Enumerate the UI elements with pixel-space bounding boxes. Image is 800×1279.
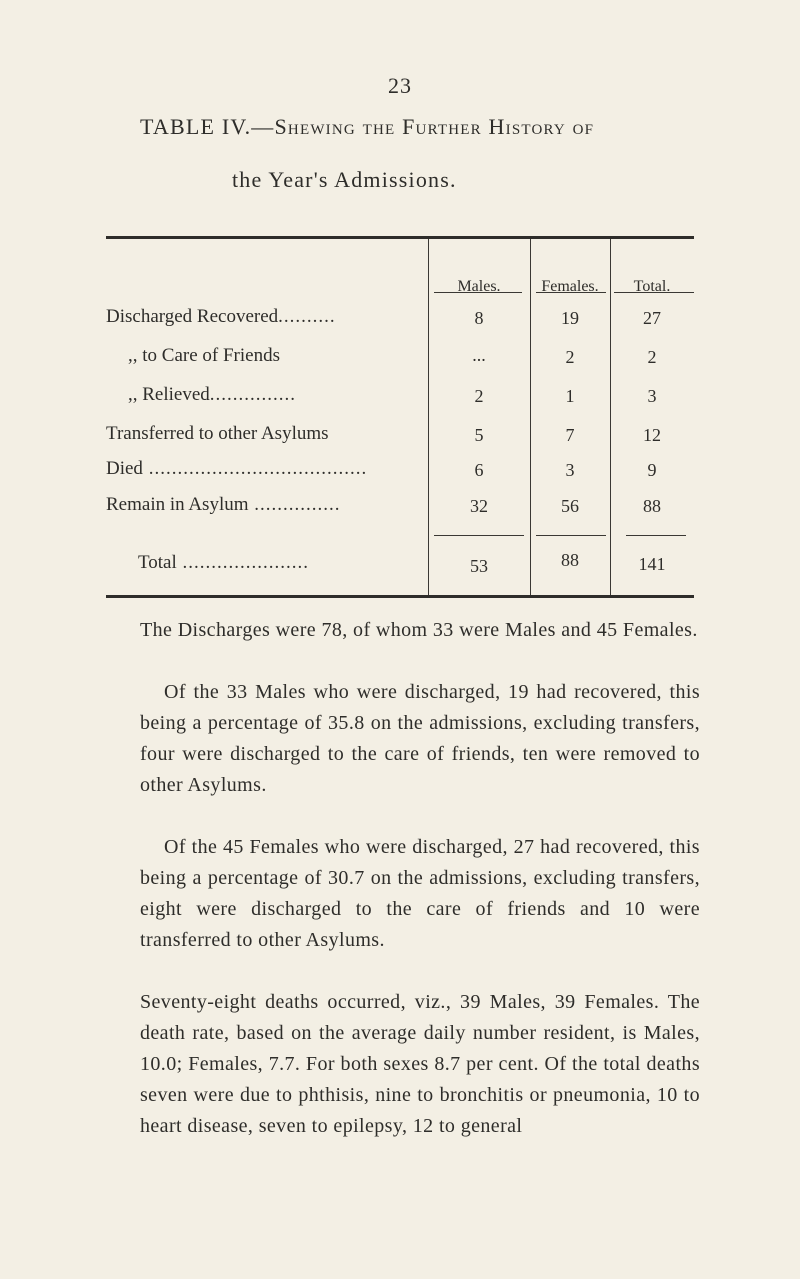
total-rule-females xyxy=(536,535,606,536)
table-title-number: TABLE IV. xyxy=(140,114,252,139)
row-label: Total xyxy=(138,552,177,573)
row-leader-dots: ...................................... xyxy=(142,458,368,479)
header-females: Females. xyxy=(541,278,599,295)
cell-males: 8 xyxy=(474,308,484,328)
row-leader-dots: .......... xyxy=(278,306,336,327)
header-total: Total. xyxy=(633,278,671,295)
cell-females: 88 xyxy=(561,550,579,570)
paragraph-deaths: Seventy-eight deaths occurred, viz., 39 Males, 39 Females. The death rate, based on the average daily number resident, is Males, 10.0; Females, 7.7. For both sexes 8.7 per cent. Of the total deaths seven were due to phthisis, nine to bronchitis or pneumonia, 10 to heart disease, seven to epilepsy, 12 to general xyxy=(140,991,700,1137)
row-label: Transferred to other Asylums xyxy=(106,423,329,444)
cell-females: 7 xyxy=(565,425,575,445)
cell-females: 56 xyxy=(561,496,579,516)
row-label: Discharged Recovered xyxy=(106,306,279,327)
cell-females: 2 xyxy=(565,347,575,367)
cell-males: 53 xyxy=(470,556,488,576)
paragraph-males: Of the 33 Males who were discharged, 19 had recovered, this being a percentage of 35.8 on the admissions, excluding transfers, four were discharged to the care of friends, ten were removed to other Asylums. xyxy=(140,681,700,796)
header-males: Males. xyxy=(457,278,501,295)
row-label: ,, Relieved xyxy=(128,384,210,405)
row-leader-dots: ............... xyxy=(209,384,297,405)
row-leader-dots: ............... xyxy=(248,494,341,515)
total-rule-total xyxy=(626,535,686,536)
cell-males: 32 xyxy=(470,496,488,516)
history-table xyxy=(106,236,694,600)
cell-total: 3 xyxy=(647,386,657,406)
row-label: Remain in Asylum xyxy=(106,494,249,515)
cell-total: 88 xyxy=(643,496,661,516)
cell-total: 141 xyxy=(638,554,666,574)
cell-females: 3 xyxy=(565,460,575,480)
table-title-subject: —Shewing the Further History of xyxy=(251,114,595,139)
cell-total: 27 xyxy=(643,308,661,328)
page-number: 23 xyxy=(388,73,412,98)
cell-females: 19 xyxy=(561,308,579,328)
table-title-line-2: the Year's Admissions. xyxy=(232,167,457,192)
cell-males: ... xyxy=(472,345,486,365)
table-title-line-1 xyxy=(140,114,700,140)
row-label: Died xyxy=(106,458,143,479)
cell-total: 2 xyxy=(647,347,657,367)
cell-total: 9 xyxy=(647,460,657,480)
table-bottom-rule xyxy=(106,595,694,598)
cell-total: 12 xyxy=(643,425,661,445)
table-top-rule xyxy=(106,236,694,239)
total-rule-males xyxy=(434,535,524,536)
row-label: ,, to Care of Friends xyxy=(128,345,280,366)
cell-females: 1 xyxy=(565,386,575,406)
paragraph-discharges: The Discharges were 78, of whom 33 were Males and 45 Females. xyxy=(140,619,698,641)
row-leader-dots: ...................... xyxy=(176,552,310,573)
cell-males: 6 xyxy=(474,460,484,480)
cell-males: 2 xyxy=(474,386,484,406)
cell-males: 5 xyxy=(474,425,484,445)
paragraph-females: Of the 45 Females who were discharged, 27 had recovered, this being a percentage of 30.7 on the admissions, excluding transfers, eight were discharged to the care of friends and 10 were transferred to other Asylums. xyxy=(140,836,700,951)
